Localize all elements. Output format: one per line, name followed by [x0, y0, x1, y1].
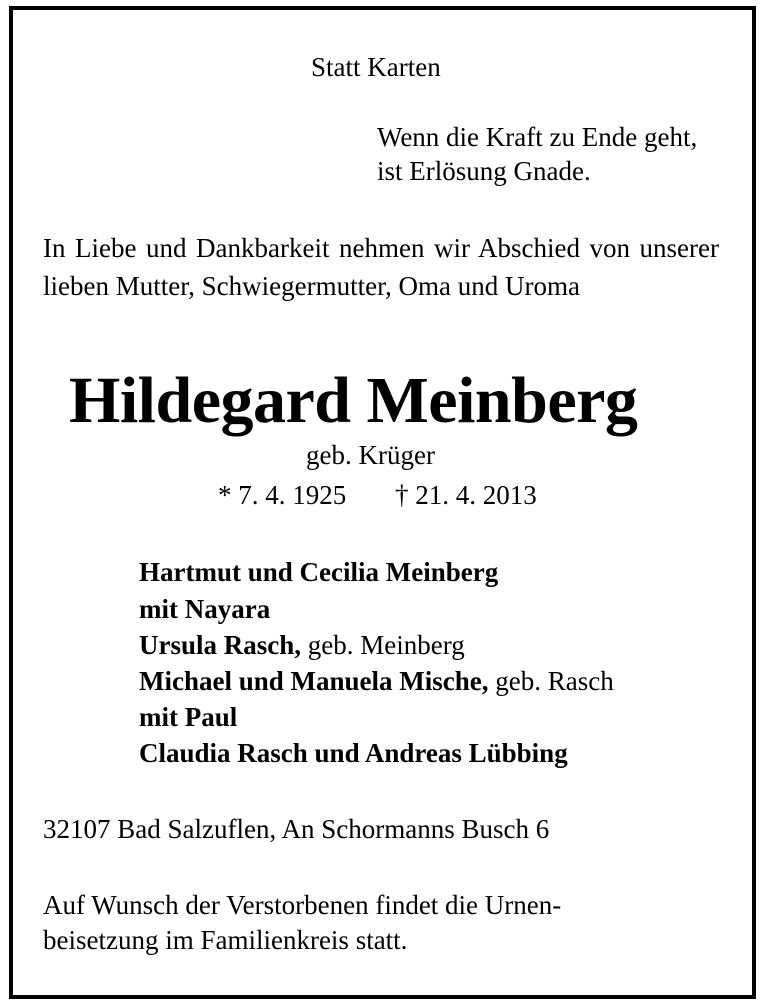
notice-border — [9, 6, 756, 999]
birth-date: * 7. 4. 1925 — [218, 480, 347, 510]
mourner-3 — [139, 632, 465, 659]
deceased-name: Hildegard Meinberg — [69, 364, 638, 437]
mourner-4-suffix: geb. Rasch — [488, 666, 614, 696]
mourner-2: mit Nayara — [139, 594, 271, 624]
mourner-3-suffix: geb. Meinberg — [301, 630, 465, 660]
notice-line-2: beisetzung im Familienkreis statt. — [43, 925, 408, 955]
address: 32107 Bad Salzuflen, An Schormanns Busch 6 — [43, 814, 550, 844]
mourner-4-name: Michael und Manuela Mische, — [139, 666, 489, 696]
quote-line-2: ist Erlösung Gnade. — [377, 156, 591, 186]
intro-paragraph: In Liebe und Dankbarkeit nehmen wir Abschied von unserer lieben Mutter, Schwiegermutter, Oma und Uroma — [43, 233, 719, 301]
mourner-5: mit Paul — [139, 702, 238, 732]
mourner-4 — [139, 668, 614, 695]
notice-line-1: Auf Wunsch der Verstorbenen findet die Urnen- — [43, 890, 562, 920]
mourner-1: Hartmut und Cecilia Meinberg — [139, 557, 499, 587]
death-date: † 21. 4. 2013 — [395, 480, 537, 510]
maiden-name: geb. Krüger — [306, 440, 435, 470]
mourner-3-name: Ursula Rasch, — [139, 630, 302, 660]
mourner-6: Claudia Rasch und Andreas Lübbing — [139, 738, 568, 768]
header-text: Statt Karten — [311, 52, 441, 82]
quote-line-1: Wenn die Kraft zu Ende geht, — [377, 122, 698, 152]
